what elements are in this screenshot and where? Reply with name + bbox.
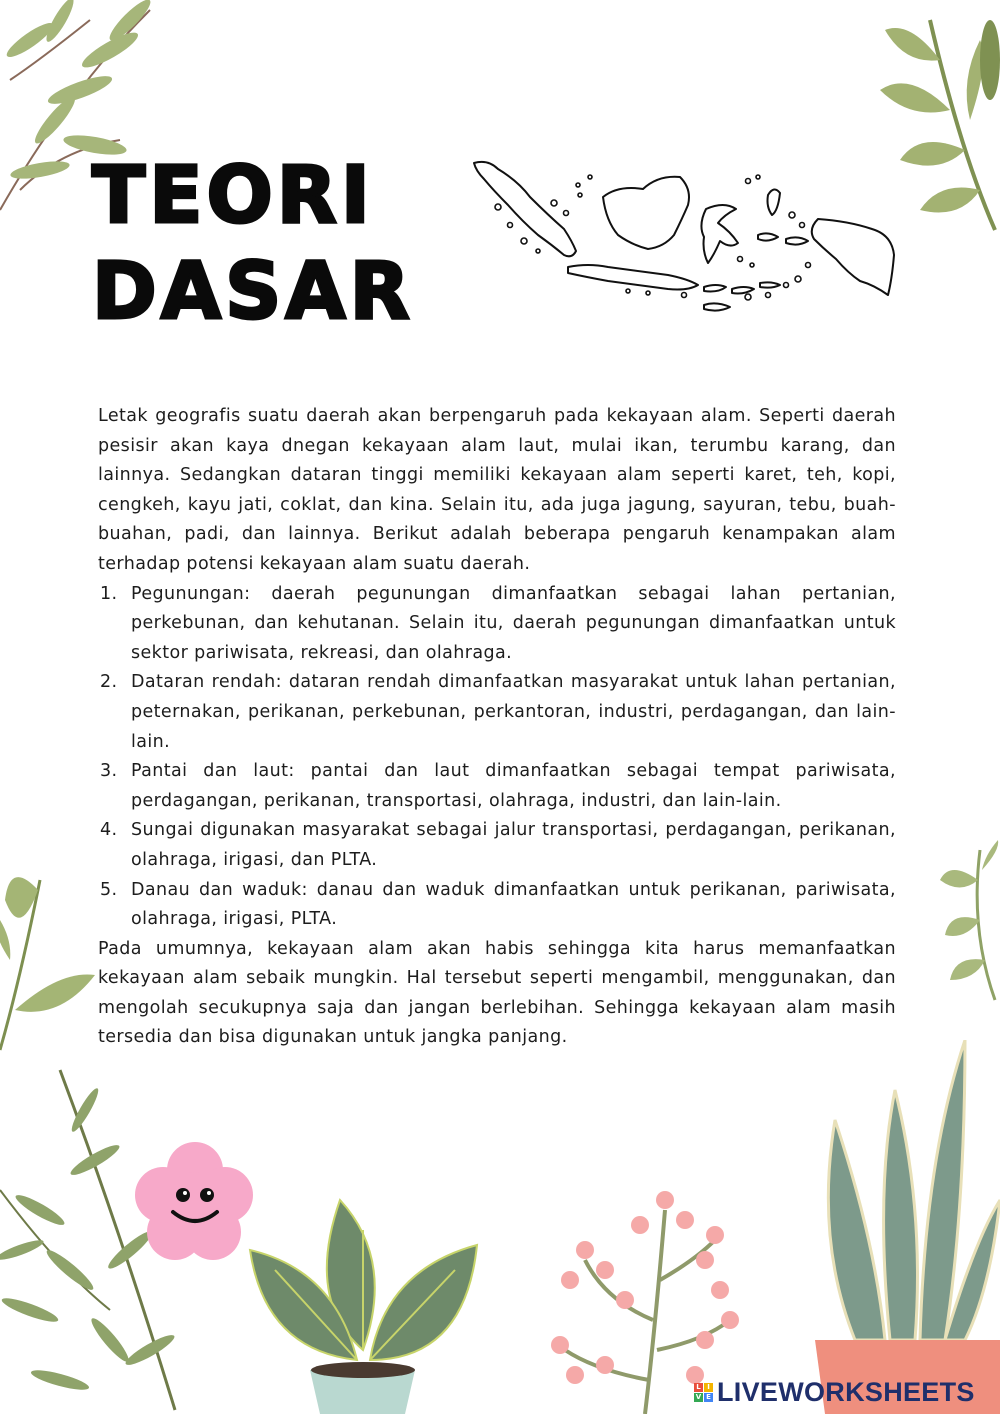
liveworksheets-brand [694, 1377, 975, 1408]
list-item-number: 1. [100, 583, 118, 604]
pink-smiling-flower-illustration [135, 1140, 255, 1265]
list-item [98, 580, 896, 669]
list-item-number: 2. [100, 672, 118, 693]
list-item-text: Pegunungan: daerah pegunungan dimanfaatkan sebagai lahan pertanian, perkebunan, dan kehutanan. Selain itu, daerah pegunungan dimanfaatkan untuk sektor pariwisata, rekreasi, dan olahraga. [131, 583, 896, 663]
liveworksheets-logo-icon [694, 1383, 713, 1402]
list-item-number: 4. [100, 820, 118, 841]
list-item [98, 757, 896, 816]
logo-letter: I [704, 1383, 713, 1392]
list-item-text: Pantai dan laut: pantai dan laut dimanfaatkan sebagai tempat pariwisata, perdagangan, perikanan, transportasi, olahraga, industri, dan lain-lain. [131, 761, 896, 811]
right-leaves-illustration [930, 840, 1000, 1010]
logo-letter: L [694, 1383, 703, 1392]
intro-paragraph: Letak geografis suatu daerah akan berpengaruh pada kekayaan alam. Seperti daerah pesisir akan kaya dnegan kekayaan alam laut, mulai ikan, terumbu karang, dan lainnya. Sedangkan dataran tinggi memiliki kekayaan alam seperti karet, teh, kopi, cengkeh, kayu jati, coklat, dan kina. Selain itu, ada juga jagung, sayuran, tebu, buah-buahan, padi, dan lainnya. Berikut adalah beberapa pengaruh kenampakan alam terhadap potensi kekayaan alam suatu daerah. [98, 406, 896, 574]
closing-paragraph: Pada umumnya, kekayaan alam akan habis sehingga kita harus memanfaatkan kekayaan alam sebaik mungkin. Hal tersebut seperti mengambil, menggunakan, dan mengolah secukupnya saja dan jangan berlebihan. Sehingga kekayaan alam masih tersedia dan bisa digunakan untuk jangka panjang. [98, 938, 896, 1048]
title-line-1: TEORI [92, 151, 374, 241]
title-line-2: DASAR [92, 247, 414, 337]
list-item [98, 668, 896, 757]
indonesia-map-illustration [468, 155, 898, 320]
list-item-text: Danau dan waduk: danau dan waduk dimanfaatkan untuk perikanan, pariwisata, olahraga, irigasi, PLTA. [131, 879, 896, 930]
potted-plant-illustration [245, 1190, 480, 1414]
logo-letter: E [704, 1393, 713, 1402]
logo-letter: V [695, 1393, 702, 1401]
snake-plant-illustration [815, 1040, 1000, 1414]
left-leaves-illustration [0, 860, 110, 1060]
brand-text: LIVEWORKSHEETS [717, 1377, 975, 1407]
list-item-text: Dataran rendah: dataran rendah dimanfaatkan masyarakat untuk lahan pertanian, peternakan, perikanan, perkebunan, perkantoran, industri, perdagangan, dan lain-lain. [131, 672, 896, 752]
list-item-number: 3. [100, 761, 118, 782]
list-item [98, 816, 896, 875]
list-item [98, 876, 896, 935]
page-title [92, 148, 414, 340]
natural-features-list [98, 580, 896, 935]
main-content [98, 402, 896, 1053]
list-item-number: 5. [100, 879, 118, 900]
list-item-text: Sungai digunakan masyarakat sebagai jalur transportasi, perdagangan, perikanan, olahraga, irigasi, dan PLTA. [131, 820, 896, 870]
